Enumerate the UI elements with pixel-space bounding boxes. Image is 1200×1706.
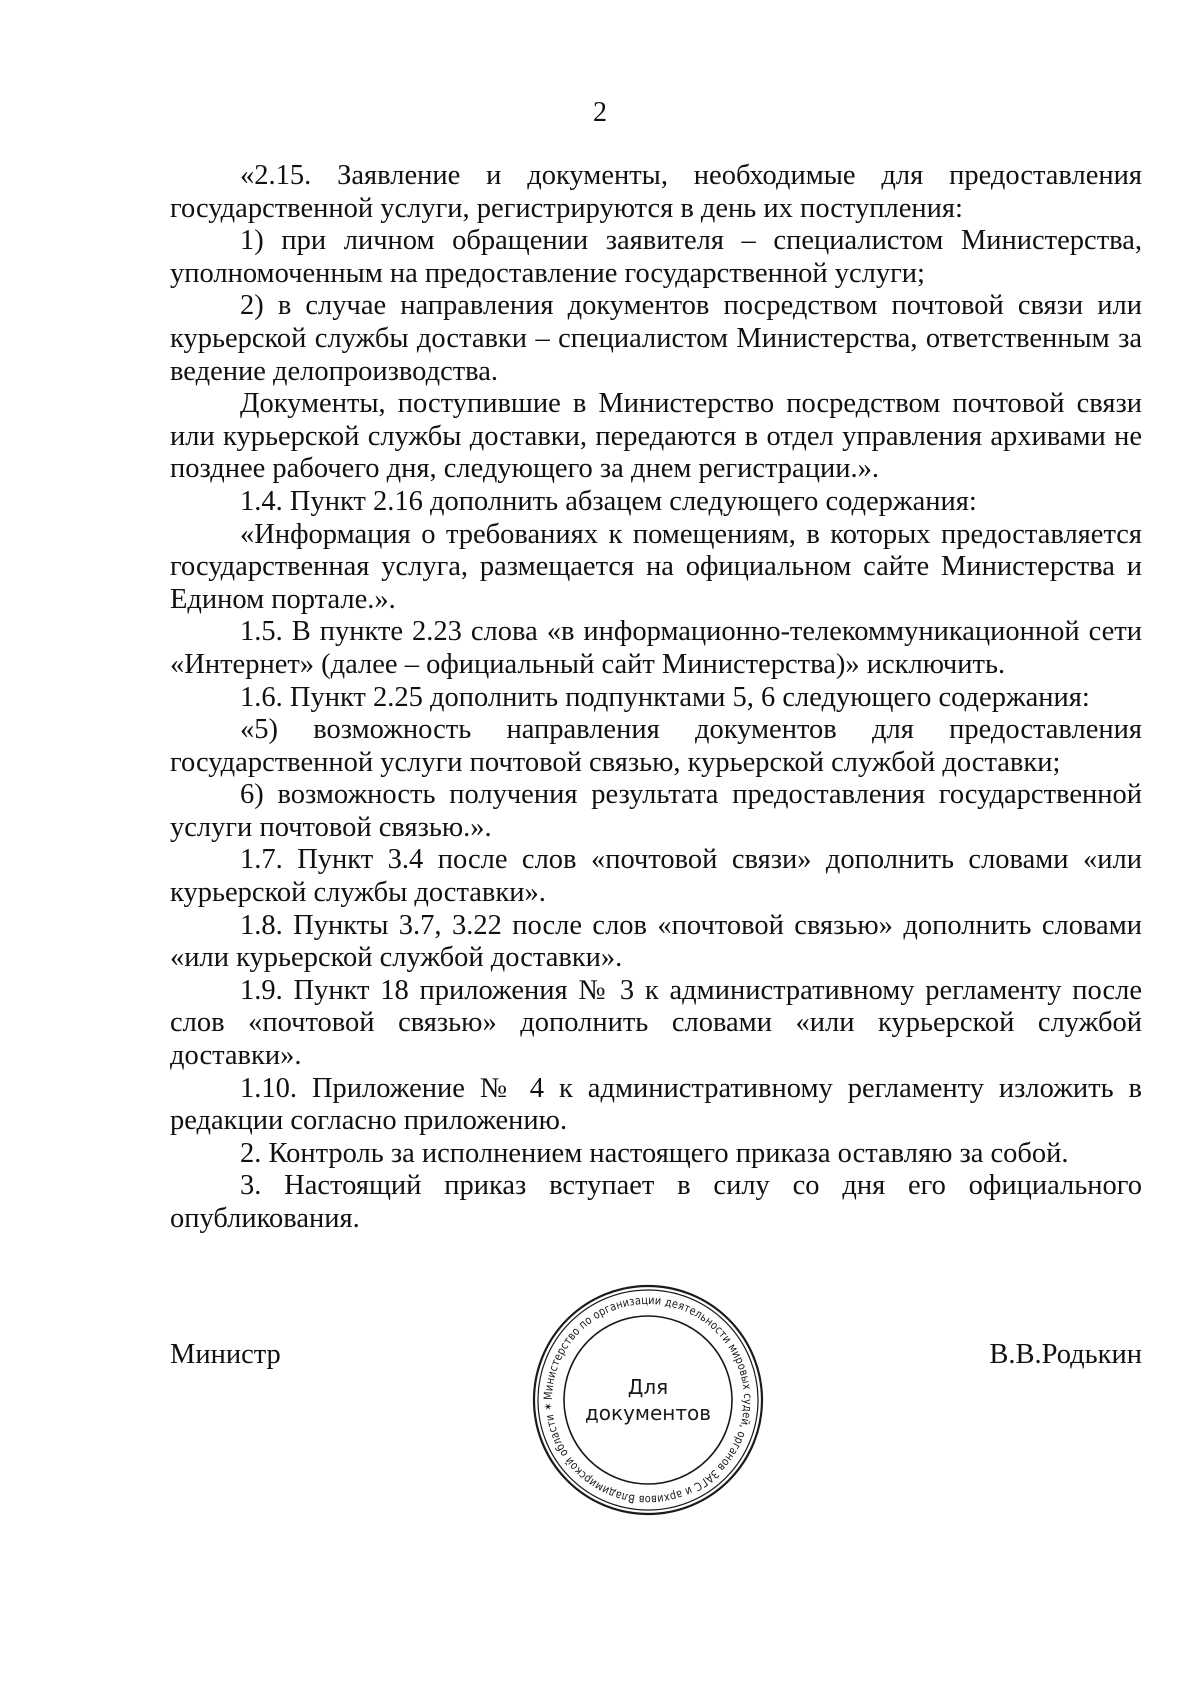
paragraph-1-9: 1.9. Пункт 18 приложения № 3 к административному регламенту после слов «почтовой связью» дополнить словами «или курьерской службой доставки». xyxy=(170,974,1142,1072)
document-body xyxy=(170,160,1142,1236)
paragraph-3: 3. Настоящий приказ вступает в силу со дня его официального опубликования. xyxy=(170,1170,1142,1234)
signature-position: Министр xyxy=(170,1339,281,1370)
paragraph-1-6-item-6: 6) возможность получения результата предоставления государственной услуги почтовой связью.». xyxy=(170,779,1142,843)
stamp-outer-ring-inner xyxy=(538,1290,758,1510)
paragraph-1-4: 1.4. Пункт 2.16 дополнить абзацем следующего содержания: xyxy=(240,485,977,517)
stamp-outer-ring xyxy=(534,1286,762,1514)
stamp-center-line-2: документов xyxy=(584,1401,712,1425)
paragraph-1-6-item-5: «5) возможность направления документов для предоставления государственной услуги почтовой связью, курьерской службой доставки; xyxy=(170,714,1142,778)
paragraph-1-4-quote: «Информация о требованиях к помещениям, в которых предоставляется государственная услуга, размещается на официальном сайте Министерства и Едином портале.». xyxy=(170,518,1142,615)
signature-name: В.В.Родькин xyxy=(989,1339,1142,1370)
stamp-inner-ring xyxy=(564,1316,732,1484)
paragraph-1-8: 1.8. Пункты 3.7, 3.22 после слов «почтовой связью» дополнить словами «или курьерской службой доставки». xyxy=(170,909,1142,974)
paragraph-1-7: 1.7. Пункт 3.4 после слов «почтовой связи» дополнить словами «или курьерской службы доставки». xyxy=(170,844,1142,909)
paragraph-2: 2. Контроль за исполнением настоящего приказа оставляю за собой. xyxy=(240,1137,1069,1169)
stamp-ring-text: Министерство по организации деятельности мировых судей, органов ЗАГС и архивов Владимирской области ✶ xyxy=(540,1292,756,1508)
page-number: 2 xyxy=(593,97,607,128)
paragraph-1-10: 1.10. Приложение № 4 к административному регламенту изложить в редакции согласно приложению. xyxy=(170,1072,1142,1137)
paragraph-2-15-item-2: 2) в случае направления документов посредством почтовой связи или курьерской службы доставки – специалистом Министерства, ответственным за ведение делопроизводства. xyxy=(170,290,1142,387)
paragraph-2-15-documents: Документы, поступившие в Министерство посредством почтовой связи или курьерской службы доставки, передаются в отдел управления архивами не позднее рабочего дня, следующего за днем регистрации.». xyxy=(170,388,1142,485)
stamp-center-line-1: Для xyxy=(627,1375,669,1399)
paragraph-2-15: «2.15. Заявление и документы, необходимые для предоставления государственной услуги, регистрируются в день их поступления: xyxy=(170,160,1142,224)
stamp-graphic xyxy=(530,1282,766,1518)
official-stamp xyxy=(530,1282,766,1518)
paragraph-2-15-item-1: 1) при личном обращении заявителя – специалистом Министерства, уполномоченным на предоставление государственной услуги; xyxy=(170,225,1142,289)
paragraph-1-6: 1.6. Пункт 2.25 дополнить подпунктами 5, 6 следующего содержания: xyxy=(240,681,1090,713)
paragraph-1-5: 1.5. В пункте 2.23 слова «в информационно-телекоммуникационной сети «Интернет» (далее – официальный сайт Министерства)» исключить. xyxy=(170,616,1142,680)
